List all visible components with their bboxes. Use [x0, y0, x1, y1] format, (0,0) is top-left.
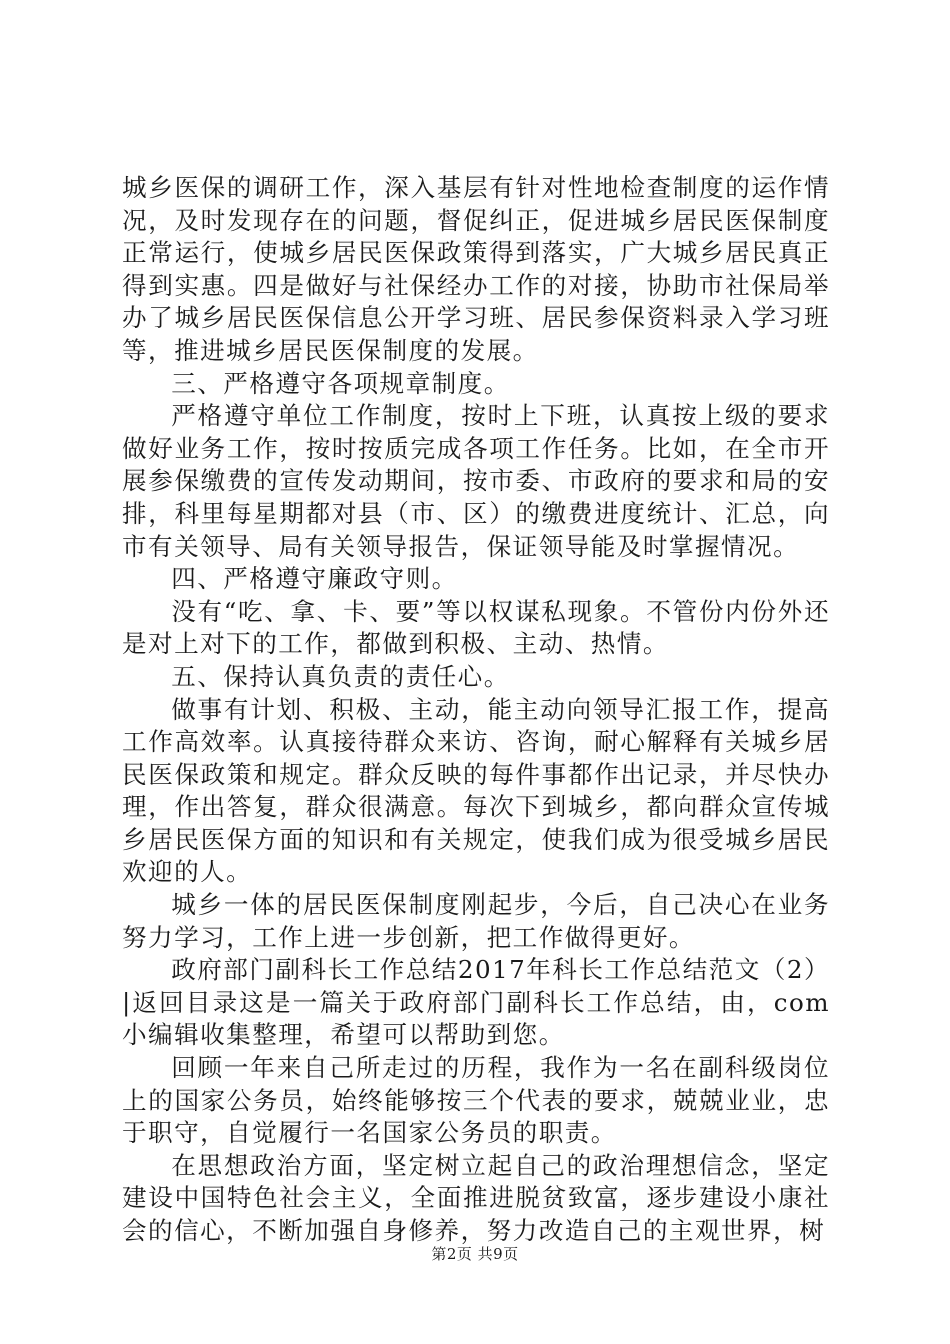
paragraph: 在思想政治方面，坚定树立起自己的政治理想信念，坚定建设中国特色社会主义，全面推进脱贫致富，逐步建设小康社会的信心，不断加强自身修养，努力改造自己的主观世界，树	[122, 1150, 830, 1245]
paragraph: 没有“吃、拿、卡、要”等以权谋私现象。不管份内份外还是对上对下的工作，都做到积极、主动、热情。	[122, 596, 830, 659]
paragraph: 城乡医保的调研工作，深入基层有针对性地检查制度的运作情况，及时发现存在的问题，督促纠正，促进城乡居民医保制度正常运行，使城乡居民医保政策得到落实，广大城乡居民真正得到实惠。四是做好与社保经办工作的对接，协助市社保局举办了城乡居民医保信息公开学习班、居民参保资料录入学习班等，推进城乡居民医保制度的发展。	[122, 173, 830, 365]
section-heading: 三、严格遵守各项规章制度。	[171, 368, 510, 398]
paragraph: 严格遵守单位工作制度，按时上下班，认真按上级的要求做好业务工作，按时按质完成各项工作任务。比如，在全市开展参保缴费的宣传发动期间，按市委、市政府的要求和局的安排，科里每星期都对县（市、区）的缴费进度统计、汇总，向市有关领导、局有关领导报告，保证领导能及时掌握情况。	[122, 401, 830, 561]
paragraph: 城乡一体的居民医保制度刚起步，今后，自己决心在业务努力学习，工作上进一步创新，把工作做得更好。	[122, 890, 830, 952]
section-heading: 四、严格遵守廉政守则。	[171, 564, 458, 594]
paragraph: 做事有计划、积极、主动，能主动向领导汇报工作，提高工作高效率。认真接待群众来访、咨询，耐心解释有关城乡居民医保政策和规定。群众反映的每件事都作出记录，并尽快办理，作出答复，群众很满意。每次下到城乡，都向群众宣传城乡居民医保方面的知识和有关规定，使我们成为很受城乡居民欢迎的人。	[122, 694, 830, 887]
document-body	[122, 172, 830, 1248]
paragraph: 回顾一年来自己所走过的历程，我作为一名在副科级岗位上的国家公务员，始终能够按三个代表的要求，兢兢业业，忠于职守，自觉履行一名国家公务员的职责。	[122, 1053, 830, 1148]
section-heading: 五、保持认真负责的责任心。	[171, 661, 510, 691]
page-footer: 第2页 共9页	[431, 1245, 519, 1263]
paragraph: 政府部门副科长工作总结2017年科长工作总结范文（2）|返回目录这是一篇关于政府部门副科长工作总结，由，com小编辑收集整理，希望可以帮助到您。	[122, 955, 830, 1050]
